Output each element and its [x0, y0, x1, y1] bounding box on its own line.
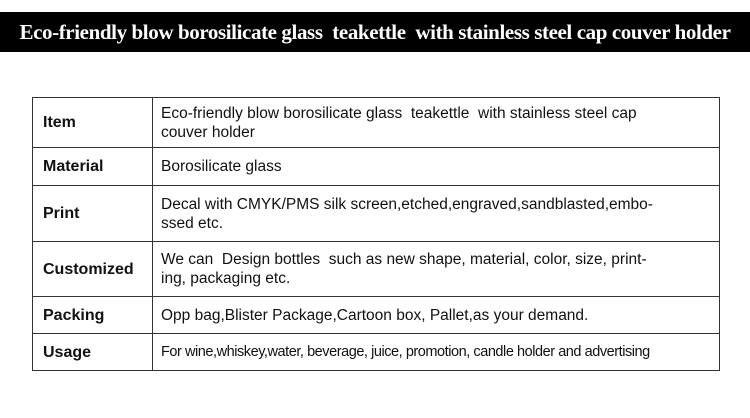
material-value: Borosilicate glass: [153, 148, 720, 186]
table-row: [33, 148, 720, 186]
table-row: [33, 186, 720, 242]
table-row: [33, 297, 720, 334]
item-value: Eco-friendly blow borosilicate glass teakettle with stainless steel cap couver holder: [153, 98, 720, 148]
usage-label: Usage: [33, 334, 153, 371]
usage-value: For wine,whiskey,water, beverage, juice, promotion, candle holder and advertising: [153, 334, 720, 371]
packing-label: Packing: [33, 297, 153, 334]
table-row: [33, 98, 720, 148]
print-value: Decal with CMYK/PMS silk screen,etched,engraved,sandblasted,embo- ssed etc.: [153, 186, 720, 242]
item-label: Item: [33, 98, 153, 148]
material-label: Material: [33, 148, 153, 186]
table-row: [33, 334, 720, 371]
packing-value: Opp bag,Blister Package,Cartoon box, Pallet,as your demand.: [153, 297, 720, 334]
print-label: Print: [33, 186, 153, 242]
customized-value: We can Design bottles such as new shape, material, color, size, print- ing, packaging etc.: [153, 242, 720, 297]
page-title: Eco-friendly blow borosilicate glass teakettle with stainless steel cap couver holder: [0, 12, 750, 52]
table-row: [33, 242, 720, 297]
spec-table: [32, 97, 720, 371]
customized-label: Customized: [33, 242, 153, 297]
